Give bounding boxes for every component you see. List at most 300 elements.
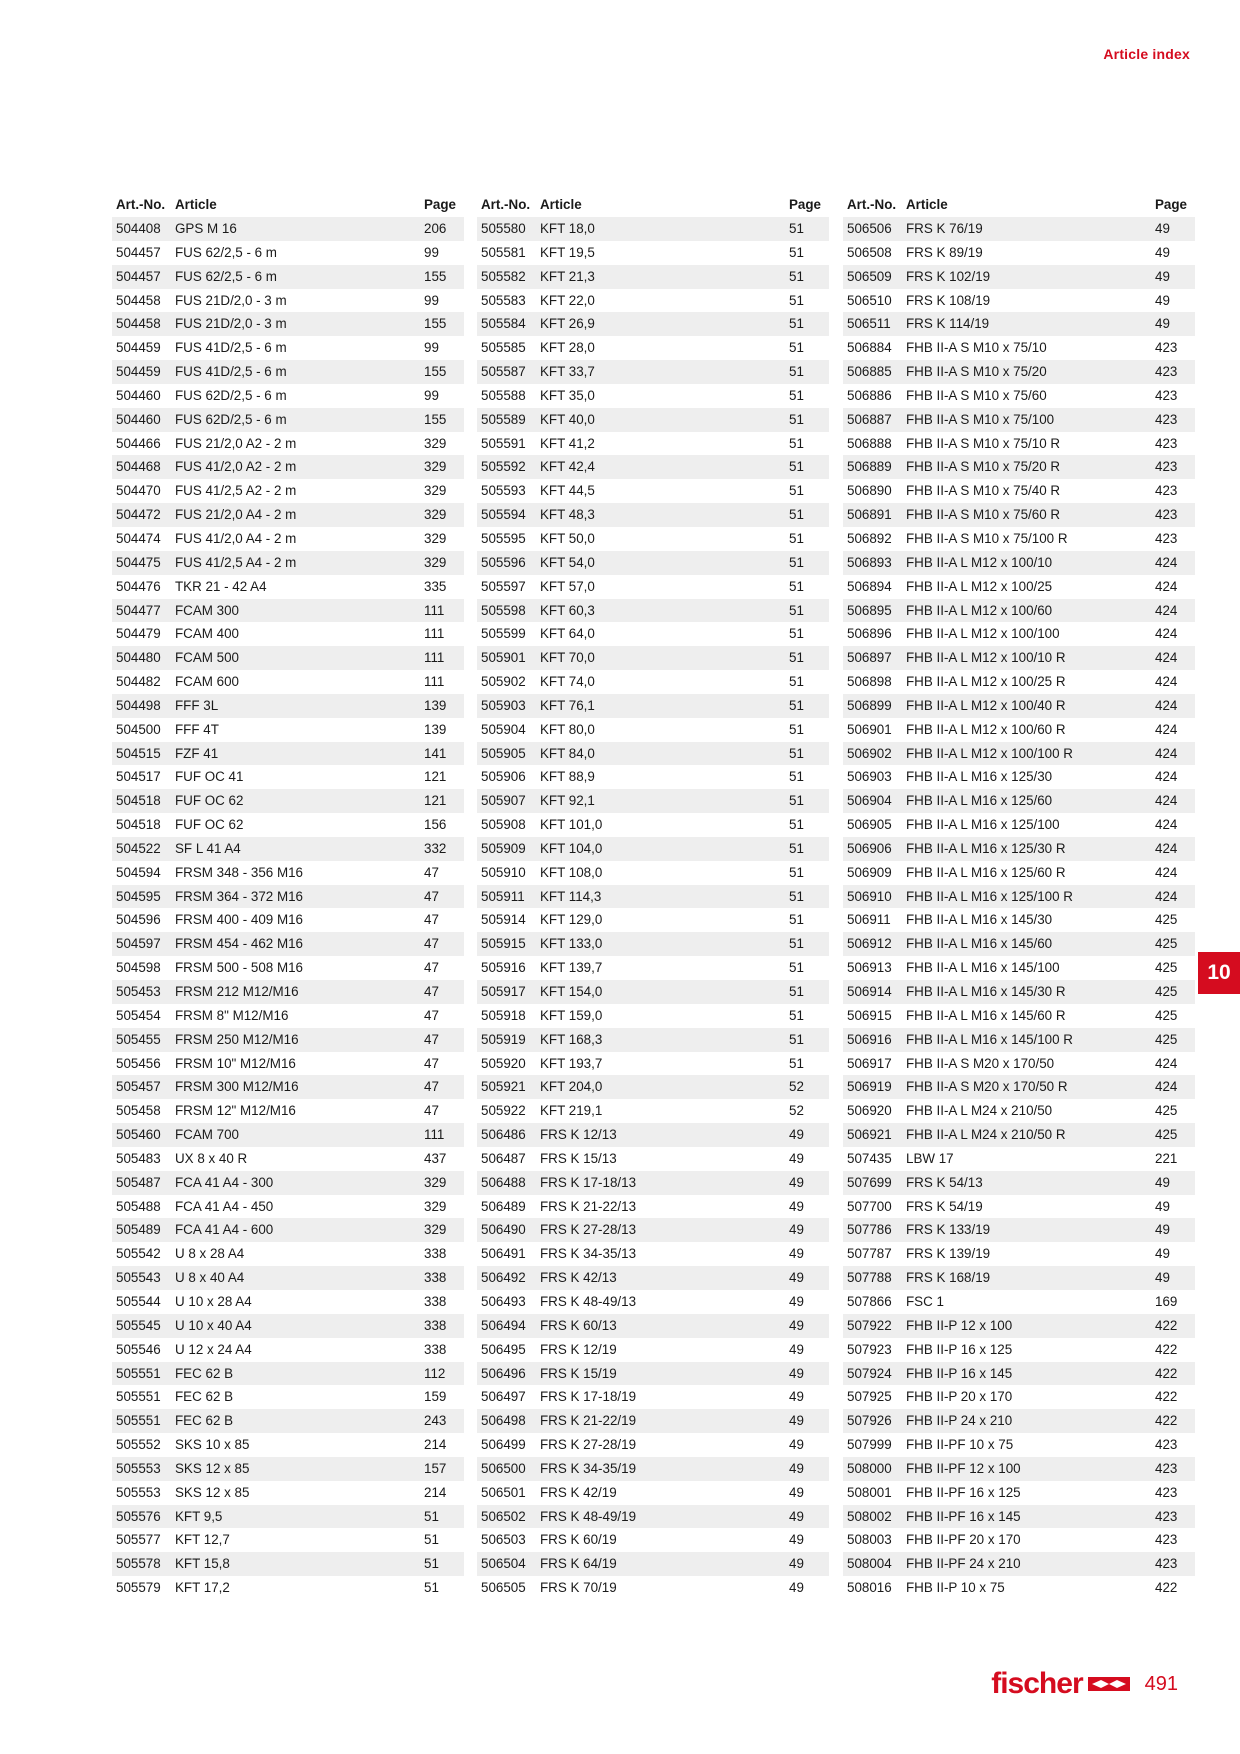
article-number: 507923 bbox=[847, 1341, 892, 1357]
article-number: 505583 bbox=[481, 292, 526, 308]
article-name: FHB II-A L M16 x 145/100 R bbox=[906, 1031, 1073, 1047]
table-row bbox=[843, 932, 1195, 956]
table-row bbox=[477, 1171, 829, 1195]
article-name: FUS 21D/2,0 - 3 m bbox=[175, 292, 287, 308]
table-row bbox=[477, 455, 829, 479]
article-number: 506494 bbox=[481, 1317, 526, 1333]
article-number: 506890 bbox=[847, 483, 892, 499]
table-row bbox=[112, 1052, 464, 1076]
article-number: 505594 bbox=[481, 507, 526, 523]
table-row bbox=[843, 575, 1195, 599]
page-ref: 112 bbox=[424, 1365, 446, 1381]
table-row bbox=[112, 1409, 464, 1433]
article-number: 504595 bbox=[116, 888, 161, 904]
article-name: FHB II-A S M10 x 75/60 bbox=[906, 387, 1047, 403]
header-page: Page bbox=[424, 197, 457, 212]
article-name: FRS K 42/13 bbox=[540, 1270, 617, 1286]
page-ref: 49 bbox=[1155, 221, 1170, 236]
page-ref: 422 bbox=[1155, 1365, 1178, 1381]
table-row bbox=[843, 861, 1195, 885]
table-row bbox=[477, 551, 829, 575]
table-row bbox=[477, 312, 829, 336]
article-number: 507787 bbox=[847, 1246, 892, 1262]
article-name: FRSM 348 - 356 M16 bbox=[175, 864, 304, 880]
header-page: Page bbox=[789, 197, 822, 212]
article-number: 506887 bbox=[847, 411, 892, 427]
article-number: 505904 bbox=[481, 721, 526, 737]
header-article: Article bbox=[175, 197, 217, 212]
table-row bbox=[843, 384, 1195, 408]
article-name: FHB II-A L M16 x 125/30 R bbox=[906, 840, 1066, 856]
page-ref: 423 bbox=[1155, 1556, 1178, 1572]
page-footer bbox=[991, 1664, 1178, 1704]
article-name: KFT 18,0 bbox=[540, 221, 595, 236]
page-ref: 422 bbox=[1155, 1389, 1178, 1405]
table-row bbox=[477, 1052, 829, 1076]
article-number: 506913 bbox=[847, 960, 892, 976]
article-name: KFT 60,3 bbox=[540, 602, 595, 618]
table-row bbox=[477, 1028, 829, 1052]
table-row bbox=[477, 622, 829, 646]
article-name: FHB II-A L M16 x 125/100 R bbox=[906, 888, 1073, 904]
article-number: 506919 bbox=[847, 1079, 892, 1095]
page-ref: 423 bbox=[1155, 1508, 1178, 1524]
article-name: KFT 64,0 bbox=[540, 626, 595, 642]
page-ref: 49 bbox=[789, 1389, 804, 1405]
page-ref: 49 bbox=[789, 1437, 804, 1453]
page-ref: 49 bbox=[789, 1508, 804, 1524]
article-name: KFT 168,3 bbox=[540, 1031, 603, 1047]
header-article: Article bbox=[540, 197, 582, 212]
page-ref: 51 bbox=[789, 316, 804, 332]
article-name: FUF OC 62 bbox=[175, 817, 244, 833]
table-row bbox=[112, 1338, 464, 1362]
article-name: FRS K 168/19 bbox=[906, 1270, 991, 1286]
article-name: FRS K 60/19 bbox=[540, 1532, 617, 1548]
table-row bbox=[843, 1362, 1195, 1386]
table-row bbox=[112, 241, 464, 265]
article-name: KFT 54,0 bbox=[540, 554, 595, 570]
table-row bbox=[477, 1004, 829, 1028]
page-ref: 156 bbox=[424, 817, 447, 833]
table-row bbox=[477, 217, 829, 241]
page-ref: 51 bbox=[789, 268, 804, 284]
article-name: FUS 41D/2,5 - 6 m bbox=[175, 340, 287, 356]
page-ref: 51 bbox=[789, 674, 804, 690]
article-number: 505582 bbox=[481, 268, 526, 284]
table-row bbox=[112, 1123, 464, 1147]
article-number: 506487 bbox=[481, 1150, 526, 1166]
table-row bbox=[477, 1242, 829, 1266]
table-row bbox=[477, 360, 829, 384]
table-row bbox=[477, 289, 829, 313]
article-name: FUS 41/2,5 A2 - 2 m bbox=[175, 483, 297, 499]
table-row bbox=[477, 694, 829, 718]
table-row bbox=[112, 980, 464, 1004]
article-number: 505553 bbox=[116, 1460, 161, 1476]
article-number: 506885 bbox=[847, 364, 892, 380]
article-name: FRS K 54/19 bbox=[906, 1198, 983, 1214]
table-row bbox=[112, 837, 464, 861]
article-name: SKS 10 x 85 bbox=[175, 1437, 250, 1453]
article-number: 505921 bbox=[481, 1079, 526, 1095]
article-name: FHB II-A L M12 x 100/10 bbox=[906, 554, 1053, 570]
page-ref: 51 bbox=[789, 769, 804, 785]
page-ref: 52 bbox=[789, 1103, 804, 1119]
article-name: FHB II-P 20 x 170 bbox=[906, 1389, 1013, 1405]
article-name: FHB II-A L M24 x 210/50 R bbox=[906, 1127, 1066, 1143]
table-row bbox=[112, 1552, 464, 1576]
table-row bbox=[112, 1028, 464, 1052]
article-name: KFT 80,0 bbox=[540, 721, 595, 737]
table-row bbox=[843, 1195, 1195, 1219]
table-row bbox=[843, 1290, 1195, 1314]
article-name: FHB II-A S M20 x 170/50 bbox=[906, 1055, 1055, 1071]
article-number: 504594 bbox=[116, 864, 161, 880]
article-number: 505578 bbox=[116, 1556, 161, 1572]
article-number: 506888 bbox=[847, 435, 892, 451]
article-number: 506911 bbox=[847, 912, 891, 928]
article-name: KFT 92,1 bbox=[540, 793, 595, 809]
article-name: FCAM 400 bbox=[175, 626, 239, 642]
article-name: FRS K 108/19 bbox=[906, 292, 991, 308]
table-row bbox=[477, 384, 829, 408]
table-row bbox=[112, 1171, 464, 1195]
table-row bbox=[112, 1147, 464, 1171]
article-name: FRSM 300 M12/M16 bbox=[175, 1079, 299, 1095]
article-number: 505591 bbox=[481, 435, 526, 451]
article-number: 508001 bbox=[847, 1484, 892, 1500]
article-name: FEC 62 B bbox=[175, 1389, 234, 1405]
table-row bbox=[112, 861, 464, 885]
article-name: FHB II-A L M16 x 125/100 bbox=[906, 817, 1060, 833]
page-ref: 47 bbox=[424, 1031, 439, 1047]
article-number: 504458 bbox=[116, 316, 161, 332]
page-ref: 424 bbox=[1155, 721, 1178, 737]
table-row bbox=[843, 718, 1195, 742]
article-number: 505595 bbox=[481, 530, 526, 546]
page-ref: 424 bbox=[1155, 674, 1178, 690]
article-name: FRS K 15/19 bbox=[540, 1365, 617, 1381]
page-ref: 49 bbox=[789, 1556, 804, 1572]
article-number: 505579 bbox=[116, 1580, 161, 1596]
page-ref: 51 bbox=[789, 244, 804, 260]
article-name: FHB II-A S M10 x 75/60 R bbox=[906, 507, 1061, 523]
article-number: 505592 bbox=[481, 459, 526, 475]
article-name: FRSM 400 - 409 M16 bbox=[175, 912, 304, 928]
table-row bbox=[843, 1528, 1195, 1552]
article-number: 505584 bbox=[481, 316, 526, 332]
article-number: 505483 bbox=[116, 1150, 161, 1166]
article-number: 507999 bbox=[847, 1437, 892, 1453]
page-ref: 51 bbox=[789, 578, 804, 594]
article-name: FRS K 34-35/13 bbox=[540, 1246, 637, 1262]
page-ref: 51 bbox=[424, 1580, 439, 1596]
table-row bbox=[112, 289, 464, 313]
article-number: 507699 bbox=[847, 1174, 892, 1190]
page-ref: 423 bbox=[1155, 364, 1178, 380]
article-name: FRSM 250 M12/M16 bbox=[175, 1031, 299, 1047]
article-number: 506893 bbox=[847, 554, 892, 570]
table-row bbox=[843, 1552, 1195, 1576]
article-number: 508000 bbox=[847, 1460, 892, 1476]
page-ref: 155 bbox=[424, 364, 447, 380]
page-ref: 51 bbox=[789, 554, 804, 570]
article-number: 504472 bbox=[116, 507, 161, 523]
article-number: 505551 bbox=[116, 1389, 161, 1405]
table-row bbox=[843, 360, 1195, 384]
page-ref: 423 bbox=[1155, 1484, 1178, 1500]
table-row bbox=[112, 789, 464, 813]
page-ref: 437 bbox=[424, 1150, 447, 1166]
article-name: KFT 204,0 bbox=[540, 1079, 603, 1095]
article-number: 505454 bbox=[116, 1007, 161, 1023]
table-row bbox=[112, 479, 464, 503]
table-row bbox=[843, 479, 1195, 503]
page-ref: 51 bbox=[789, 459, 804, 475]
table-row bbox=[843, 217, 1195, 241]
article-name: FRS K 70/19 bbox=[540, 1580, 617, 1596]
article-name: FHB II-PF 16 x 145 bbox=[906, 1508, 1021, 1524]
article-name: FHB II-A L M16 x 145/60 bbox=[906, 936, 1053, 952]
article-number: 506492 bbox=[481, 1270, 526, 1286]
table-row bbox=[112, 1266, 464, 1290]
page-ref: 159 bbox=[424, 1389, 447, 1405]
page-ref: 221 bbox=[1155, 1150, 1178, 1166]
index-column bbox=[112, 193, 464, 1600]
article-name: FEC 62 B bbox=[175, 1365, 234, 1381]
table-row bbox=[477, 1433, 829, 1457]
article-name: FCA 41 A4 - 450 bbox=[175, 1198, 274, 1214]
article-name: KFT 129,0 bbox=[540, 912, 603, 928]
article-number: 506501 bbox=[481, 1484, 526, 1500]
page-ref: 51 bbox=[789, 483, 804, 499]
table-row bbox=[112, 1242, 464, 1266]
table-row bbox=[477, 336, 829, 360]
table-row bbox=[477, 1290, 829, 1314]
page-ref: 329 bbox=[424, 435, 447, 451]
table-row bbox=[843, 885, 1195, 909]
article-number: 506895 bbox=[847, 602, 892, 618]
page-ref: 425 bbox=[1155, 1007, 1178, 1023]
article-number: 505458 bbox=[116, 1103, 161, 1119]
article-name: FHB II-A L M12 x 100/100 bbox=[906, 626, 1060, 642]
article-number: 504498 bbox=[116, 697, 161, 713]
article-number: 505915 bbox=[481, 936, 526, 952]
table-row bbox=[477, 1123, 829, 1147]
article-number: 507924 bbox=[847, 1365, 892, 1381]
table-row bbox=[477, 765, 829, 789]
article-name: FHB II-A S M20 x 170/50 R bbox=[906, 1079, 1068, 1095]
article-name: KFT 15,8 bbox=[175, 1556, 230, 1572]
article-name: FRS K 27-28/13 bbox=[540, 1222, 637, 1238]
table-row bbox=[843, 1266, 1195, 1290]
page-ref: 424 bbox=[1155, 650, 1178, 666]
article-number: 504470 bbox=[116, 483, 161, 499]
table-row bbox=[843, 1314, 1195, 1338]
article-number: 505551 bbox=[116, 1365, 161, 1381]
table-row bbox=[843, 908, 1195, 932]
article-name: FHB II-A L M16 x 125/60 R bbox=[906, 864, 1066, 880]
table-row bbox=[843, 503, 1195, 527]
table-row bbox=[477, 1505, 829, 1529]
page-ref: 49 bbox=[789, 1293, 804, 1309]
article-number: 505453 bbox=[116, 984, 161, 999]
table-row bbox=[843, 1218, 1195, 1242]
article-number: 505456 bbox=[116, 1055, 161, 1071]
page-ref: 49 bbox=[789, 1127, 804, 1143]
table-row bbox=[112, 360, 464, 384]
article-number: 506495 bbox=[481, 1341, 526, 1357]
article-name: KFT 114,3 bbox=[540, 888, 602, 904]
table-row bbox=[112, 455, 464, 479]
article-number: 505914 bbox=[481, 912, 526, 928]
article-name: FRSM 8" M12/M16 bbox=[175, 1007, 289, 1023]
article-number: 505487 bbox=[116, 1174, 161, 1190]
page-ref: 157 bbox=[424, 1460, 447, 1476]
page-ref: 51 bbox=[789, 1007, 804, 1023]
article-number: 504598 bbox=[116, 960, 161, 976]
table-row bbox=[112, 1075, 464, 1099]
page-ref: 332 bbox=[424, 840, 447, 856]
article-number: 505907 bbox=[481, 793, 526, 809]
article-name: KFT 133,0 bbox=[540, 936, 603, 952]
table-row bbox=[477, 837, 829, 861]
table-row bbox=[843, 742, 1195, 766]
article-number: 504466 bbox=[116, 435, 161, 451]
article-number: 505901 bbox=[481, 650, 526, 666]
page-ref: 329 bbox=[424, 1198, 447, 1214]
page-ref: 424 bbox=[1155, 1079, 1178, 1095]
table-row bbox=[477, 1385, 829, 1409]
page-ref: 424 bbox=[1155, 793, 1178, 809]
article-number: 506917 bbox=[847, 1055, 892, 1071]
article-name: FRS K 54/13 bbox=[906, 1174, 983, 1190]
column-header bbox=[477, 193, 829, 217]
table-row bbox=[112, 312, 464, 336]
article-number: 505902 bbox=[481, 674, 526, 690]
article-name: FHB II-P 12 x 100 bbox=[906, 1317, 1013, 1333]
article-number: 506506 bbox=[847, 221, 892, 236]
table-row bbox=[112, 622, 464, 646]
page-ref: 49 bbox=[1155, 244, 1170, 260]
article-name: FHB II-A L M12 x 100/100 R bbox=[906, 745, 1073, 761]
article-name: KFT 41,2 bbox=[540, 435, 595, 451]
article-name: FHB II-A S M10 x 75/100 bbox=[906, 411, 1055, 427]
article-number: 508004 bbox=[847, 1556, 892, 1572]
table-row bbox=[477, 432, 829, 456]
table-row bbox=[112, 813, 464, 837]
article-name: FCAM 700 bbox=[175, 1127, 239, 1143]
article-number: 505905 bbox=[481, 745, 526, 761]
table-row bbox=[477, 670, 829, 694]
article-name: KFT 108,0 bbox=[540, 864, 603, 880]
article-number: 506892 bbox=[847, 530, 892, 546]
article-number: 506488 bbox=[481, 1174, 526, 1190]
article-number: 506910 bbox=[847, 888, 892, 904]
article-name: FUF OC 62 bbox=[175, 793, 244, 809]
table-row bbox=[112, 336, 464, 360]
article-number: 506509 bbox=[847, 268, 892, 284]
article-number: 504517 bbox=[116, 769, 161, 785]
page-ref: 49 bbox=[1155, 1246, 1170, 1262]
index-column bbox=[843, 193, 1195, 1600]
page-ref: 49 bbox=[789, 1174, 804, 1190]
page-ref: 47 bbox=[424, 960, 439, 976]
page-ref: 424 bbox=[1155, 602, 1178, 618]
article-number: 504457 bbox=[116, 268, 161, 284]
article-name: KFT 48,3 bbox=[540, 507, 595, 523]
table-row bbox=[112, 718, 464, 742]
article-number: 504458 bbox=[116, 292, 161, 308]
page-ref: 155 bbox=[424, 268, 447, 284]
page-ref: 111 bbox=[424, 626, 445, 642]
article-number: 505545 bbox=[116, 1317, 161, 1333]
article-name: FUS 21D/2,0 - 3 m bbox=[175, 316, 287, 332]
page-ref: 49 bbox=[1155, 1174, 1170, 1190]
page-ref: 424 bbox=[1155, 864, 1178, 880]
article-number: 505546 bbox=[116, 1341, 161, 1357]
article-name: FHB II-A L M24 x 210/50 bbox=[906, 1103, 1053, 1119]
header-art-no: Art.-No. bbox=[481, 197, 531, 212]
page-ref: 425 bbox=[1155, 984, 1178, 999]
article-number: 506903 bbox=[847, 769, 892, 785]
table-row bbox=[477, 1552, 829, 1576]
article-number: 505916 bbox=[481, 960, 526, 976]
article-name: KFT 154,0 bbox=[540, 984, 603, 999]
page-ref: 424 bbox=[1155, 840, 1178, 856]
article-name: KFT 70,0 bbox=[540, 650, 595, 666]
article-number: 506904 bbox=[847, 793, 892, 809]
table-row bbox=[843, 789, 1195, 813]
table-row bbox=[112, 1433, 464, 1457]
page-ref: 99 bbox=[424, 292, 439, 308]
article-number: 506497 bbox=[481, 1389, 526, 1405]
article-name: U 8 x 40 A4 bbox=[175, 1270, 245, 1286]
page-ref: 49 bbox=[789, 1460, 804, 1476]
page-ref: 425 bbox=[1155, 912, 1178, 928]
page-ref: 329 bbox=[424, 530, 447, 546]
page-ref: 51 bbox=[424, 1556, 439, 1572]
table-row bbox=[843, 1385, 1195, 1409]
page-ref: 51 bbox=[789, 507, 804, 523]
page-ref: 425 bbox=[1155, 1031, 1178, 1047]
page-ref: 49 bbox=[1155, 316, 1170, 332]
table-row bbox=[112, 1290, 464, 1314]
table-row bbox=[477, 1481, 829, 1505]
table-row bbox=[843, 1123, 1195, 1147]
article-name: FRS K 64/19 bbox=[540, 1556, 617, 1572]
table-row bbox=[112, 765, 464, 789]
article-name: FRS K 12/19 bbox=[540, 1341, 617, 1357]
chapter-tab: 10 bbox=[1198, 952, 1240, 994]
article-name: KFT 139,7 bbox=[540, 960, 603, 976]
table-row bbox=[112, 1218, 464, 1242]
article-number: 507922 bbox=[847, 1317, 892, 1333]
column-header bbox=[112, 193, 464, 217]
table-row bbox=[477, 789, 829, 813]
table-row bbox=[477, 932, 829, 956]
page-ref: 329 bbox=[424, 483, 447, 499]
page-ref: 338 bbox=[424, 1341, 447, 1357]
article-number: 506889 bbox=[847, 459, 892, 475]
article-name: FUS 62/2,5 - 6 m bbox=[175, 244, 277, 260]
table-row bbox=[843, 1338, 1195, 1362]
article-name: KFT 33,7 bbox=[540, 364, 595, 380]
article-number: 506914 bbox=[847, 984, 892, 999]
article-number: 507926 bbox=[847, 1413, 892, 1429]
page-ref: 49 bbox=[789, 1484, 804, 1500]
